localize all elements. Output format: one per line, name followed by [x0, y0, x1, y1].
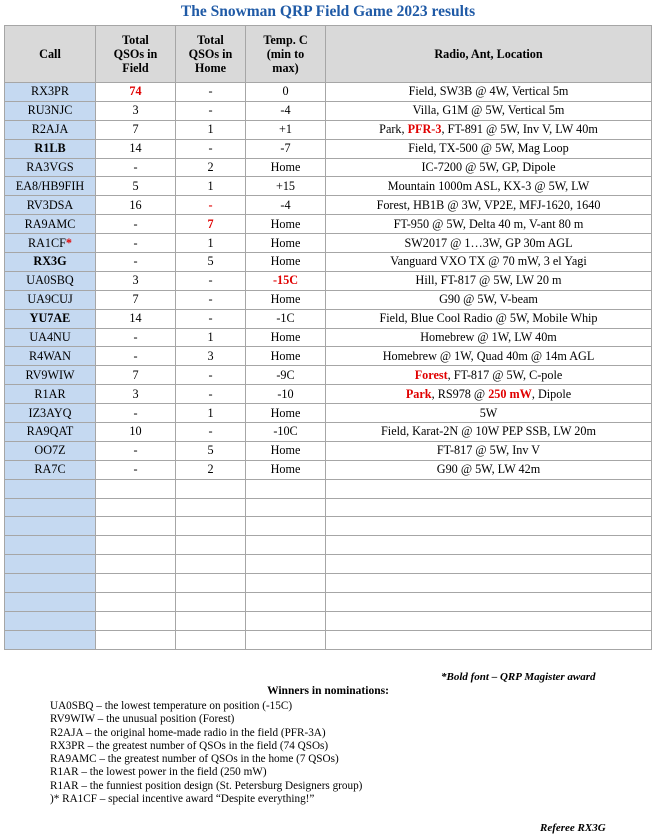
home-qsos-cell: 2 [176, 460, 246, 479]
temp-cell: Home [246, 328, 326, 347]
home-qsos-cell: - [176, 139, 246, 158]
radio-cell: Park, PFR-3, FT-891 @ 5W, Inv V, LW 40m [326, 120, 652, 139]
radio-cell: Forest, FT-817 @ 5W, C-pole [326, 366, 652, 385]
home-qsos-cell: 7 [176, 215, 246, 234]
temp-cell [246, 630, 326, 649]
empty-row [5, 574, 652, 593]
temp-cell: Home [246, 347, 326, 366]
field-qsos-cell: 74 [96, 83, 176, 102]
field-qsos-cell: 3 [96, 385, 176, 404]
call-cell: RX3PR [5, 83, 96, 102]
home-qsos-cell: - [176, 196, 246, 215]
table-row [5, 271, 652, 290]
temp-cell: -15C [246, 271, 326, 290]
field-qsos-cell: 10 [96, 423, 176, 442]
radio-cell: G90 @ 5W, LW 42m [326, 460, 652, 479]
temp-cell [246, 536, 326, 555]
temp-cell: Home [246, 460, 326, 479]
field-qsos-cell: 3 [96, 271, 176, 290]
call-cell: EA8/HB9FIH [5, 177, 96, 196]
radio-cell: Field, Karat-2N @ 10W PEP SSB, LW 20m [326, 423, 652, 442]
winners-heading: Winners in nominations: [267, 685, 389, 697]
empty-row [5, 498, 652, 517]
home-qsos-cell: - [176, 101, 246, 120]
table-row [5, 328, 652, 347]
call-cell: RV9WIW [5, 366, 96, 385]
temp-cell: Home [246, 441, 326, 460]
temp-cell: -9C [246, 366, 326, 385]
table-row [5, 385, 652, 404]
field-qsos-cell: - [96, 253, 176, 272]
field-qsos-cell: 7 [96, 366, 176, 385]
home-qsos-cell: 1 [176, 328, 246, 347]
field-qsos-cell [96, 593, 176, 612]
call-cell: YU7AE [5, 309, 96, 328]
field-qsos-cell: - [96, 441, 176, 460]
home-qsos-cell [176, 611, 246, 630]
header-temp: Temp. C (min to max) [246, 26, 326, 83]
empty-row [5, 536, 652, 555]
home-qsos-cell [176, 498, 246, 517]
home-qsos-cell: - [176, 271, 246, 290]
temp-cell [246, 517, 326, 536]
radio-cell: G90 @ 5W, V-beam [326, 290, 652, 309]
radio-cell: Villa, G1M @ 5W, Vertical 5m [326, 101, 652, 120]
temp-cell: -10 [246, 385, 326, 404]
table-row [5, 158, 652, 177]
home-qsos-cell [176, 630, 246, 649]
radio-cell [326, 574, 652, 593]
temp-cell: -4 [246, 101, 326, 120]
home-qsos-cell: - [176, 385, 246, 404]
temp-cell: -1C [246, 309, 326, 328]
field-qsos-cell: - [96, 404, 176, 423]
radio-cell: Forest, HB1B @ 3W, VP2E, MFJ-1620, 1640 [326, 196, 652, 215]
temp-cell: Home [246, 253, 326, 272]
field-qsos-cell: - [96, 215, 176, 234]
radio-cell [326, 536, 652, 555]
table-row [5, 120, 652, 139]
field-qsos-cell [96, 536, 176, 555]
home-qsos-cell: - [176, 366, 246, 385]
home-qsos-cell [176, 574, 246, 593]
call-cell: UA0SBQ [5, 271, 96, 290]
call-cell: RA9QAT [5, 423, 96, 442]
field-qsos-cell: - [96, 158, 176, 177]
field-qsos-cell: 5 [96, 177, 176, 196]
temp-cell: Home [246, 215, 326, 234]
call-cell: RX3G [5, 253, 96, 272]
empty-row [5, 630, 652, 649]
radio-cell: Field, SW3B @ 4W, Vertical 5m [326, 83, 652, 102]
field-qsos-cell [96, 630, 176, 649]
radio-cell [326, 555, 652, 574]
winner-item: RA9AMC – the greatest number of QSOs in the home (7 QSOs) [50, 753, 339, 766]
home-qsos-cell: 1 [176, 120, 246, 139]
award-note: *Bold font – QRP Magister award [441, 671, 596, 683]
call-cell: R1AR [5, 385, 96, 404]
home-qsos-cell: 5 [176, 441, 246, 460]
radio-cell: 5W [326, 404, 652, 423]
highlight-text: 250 mW [488, 386, 532, 401]
call-cell: RV3DSA [5, 196, 96, 215]
winners-list [50, 700, 362, 806]
temp-cell: Home [246, 290, 326, 309]
radio-cell [326, 517, 652, 536]
field-qsos-cell: - [96, 460, 176, 479]
call-cell: OO7Z [5, 441, 96, 460]
highlight-text: Forest [414, 367, 448, 382]
call-cell [5, 593, 96, 612]
home-qsos-cell: - [176, 83, 246, 102]
field-qsos-cell [96, 498, 176, 517]
radio-cell: Mountain 1000m ASL, KX-3 @ 5W, LW [326, 177, 652, 196]
winner-item: R1AR – the lowest power in the field (250 mW) [50, 766, 267, 779]
home-qsos-cell: 1 [176, 404, 246, 423]
radio-cell: Park, RS978 @ 250 mW, Dipole [326, 385, 652, 404]
field-qsos-cell [96, 574, 176, 593]
table-row [5, 215, 652, 234]
field-qsos-cell [96, 479, 176, 498]
call-cell [5, 574, 96, 593]
temp-cell [246, 574, 326, 593]
header-row [5, 26, 652, 83]
winner-item: )* RA1CF – special incentive award “Despite everything!” [50, 793, 315, 806]
table-row [5, 234, 652, 253]
home-qsos-cell [176, 555, 246, 574]
empty-row [5, 593, 652, 612]
temp-cell [246, 611, 326, 630]
home-qsos-cell: 3 [176, 347, 246, 366]
temp-cell [246, 479, 326, 498]
header-home: Total QSOs in Home [176, 26, 246, 83]
radio-cell: Homebrew @ 1W, Quad 40m @ 14m AGL [326, 347, 652, 366]
field-qsos-cell: 16 [96, 196, 176, 215]
referee-signature: Referee RX3G [540, 822, 606, 834]
radio-cell [326, 630, 652, 649]
home-qsos-cell [176, 517, 246, 536]
radio-cell: FT-950 @ 5W, Delta 40 m, V-ant 80 m [326, 215, 652, 234]
temp-cell: Home [246, 158, 326, 177]
radio-cell [326, 498, 652, 517]
field-qsos-cell [96, 517, 176, 536]
radio-cell: Field, Blue Cool Radio @ 5W, Mobile Whip [326, 309, 652, 328]
home-qsos-cell: 1 [176, 177, 246, 196]
table-row [5, 404, 652, 423]
home-qsos-cell: 5 [176, 253, 246, 272]
call-cell [5, 517, 96, 536]
call-cell: R2AJA [5, 120, 96, 139]
call-cell: RA7C [5, 460, 96, 479]
table-row [5, 347, 652, 366]
table-row [5, 423, 652, 442]
home-qsos-cell: 1 [176, 234, 246, 253]
empty-row [5, 611, 652, 630]
field-qsos-cell: 14 [96, 309, 176, 328]
field-qsos-cell: - [96, 347, 176, 366]
table-row [5, 460, 652, 479]
call-cell: RA9AMC [5, 215, 96, 234]
home-qsos-cell: - [176, 290, 246, 309]
empty-row [5, 555, 652, 574]
call-cell: UA9CUJ [5, 290, 96, 309]
header-field: Total QSOs in Field [96, 26, 176, 83]
radio-cell: Homebrew @ 1W, LW 40m [326, 328, 652, 347]
radio-cell [326, 593, 652, 612]
temp-cell: 0 [246, 83, 326, 102]
field-qsos-cell: 3 [96, 101, 176, 120]
call-cell: R4WAN [5, 347, 96, 366]
radio-cell: Vanguard VXO TX @ 70 mW, 3 el Yagi [326, 253, 652, 272]
empty-row [5, 479, 652, 498]
winner-item: RX3PR – the greatest number of QSOs in the field (74 QSOs) [50, 739, 329, 752]
temp-cell [246, 555, 326, 574]
table-row [5, 83, 652, 102]
table-row [5, 139, 652, 158]
page-title: The Snowman QRP Field Game 2023 results [180, 3, 476, 20]
header-call: Call [5, 26, 96, 83]
home-qsos-cell [176, 593, 246, 612]
winner-item: R2AJA – the original home-made radio in the field (PFR-3A) [50, 726, 326, 739]
field-qsos-cell [96, 555, 176, 574]
radio-cell: IC-7200 @ 5W, GP, Dipole [326, 158, 652, 177]
call-mark: * [65, 235, 73, 250]
temp-cell: +15 [246, 177, 326, 196]
call-cell: UA4NU [5, 328, 96, 347]
radio-cell: Field, TX-500 @ 5W, Mag Loop [326, 139, 652, 158]
call-cell [5, 611, 96, 630]
home-qsos-cell: - [176, 309, 246, 328]
field-qsos-cell [96, 611, 176, 630]
temp-cell [246, 593, 326, 612]
radio-cell: Hill, FT-817 @ 5W, LW 20 m [326, 271, 652, 290]
home-qsos-cell [176, 536, 246, 555]
temp-cell: Home [246, 234, 326, 253]
table-row [5, 290, 652, 309]
call-cell [5, 536, 96, 555]
highlight-text: PFR-3 [407, 122, 442, 137]
winner-item: UA0SBQ – the lowest temperature on position (-15C) [50, 700, 293, 712]
home-qsos-cell [176, 479, 246, 498]
field-qsos-cell: - [96, 328, 176, 347]
call-cell: R1LB [5, 139, 96, 158]
temp-cell: -10C [246, 423, 326, 442]
field-qsos-cell: 14 [96, 139, 176, 158]
field-qsos-cell: 7 [96, 290, 176, 309]
header-radio: Radio, Ant, Location [326, 26, 652, 83]
radio-cell: FT-817 @ 5W, Inv V [326, 441, 652, 460]
results-table [4, 25, 652, 650]
radio-cell [326, 479, 652, 498]
table-row [5, 253, 652, 272]
temp-cell: -4 [246, 196, 326, 215]
radio-cell: SW2017 @ 1…3W, GP 30m AGL [326, 234, 652, 253]
table-row [5, 309, 652, 328]
table-row [5, 196, 652, 215]
table-row [5, 366, 652, 385]
call-cell: RA1CF* [5, 234, 96, 253]
temp-cell [246, 498, 326, 517]
call-cell [5, 498, 96, 517]
winner-item: RV9WIW – the unusual position (Forest) [50, 713, 235, 726]
call-cell [5, 555, 96, 574]
winner-item: R1AR – the funniest position design (St. Petersburg Designers group) [50, 779, 363, 792]
table-row [5, 101, 652, 120]
temp-cell: Home [246, 404, 326, 423]
call-cell: RA3VGS [5, 158, 96, 177]
radio-cell [326, 611, 652, 630]
temp-cell: +1 [246, 120, 326, 139]
field-qsos-cell: - [96, 234, 176, 253]
call-cell: RU3NJC [5, 101, 96, 120]
empty-row [5, 517, 652, 536]
field-qsos-cell: 7 [96, 120, 176, 139]
home-qsos-cell: 2 [176, 158, 246, 177]
call-cell: IZ3AYQ [5, 404, 96, 423]
table-row [5, 177, 652, 196]
table-row [5, 441, 652, 460]
call-cell [5, 479, 96, 498]
home-qsos-cell: - [176, 423, 246, 442]
highlight-text: Park [405, 386, 432, 401]
call-cell [5, 630, 96, 649]
temp-cell: -7 [246, 139, 326, 158]
